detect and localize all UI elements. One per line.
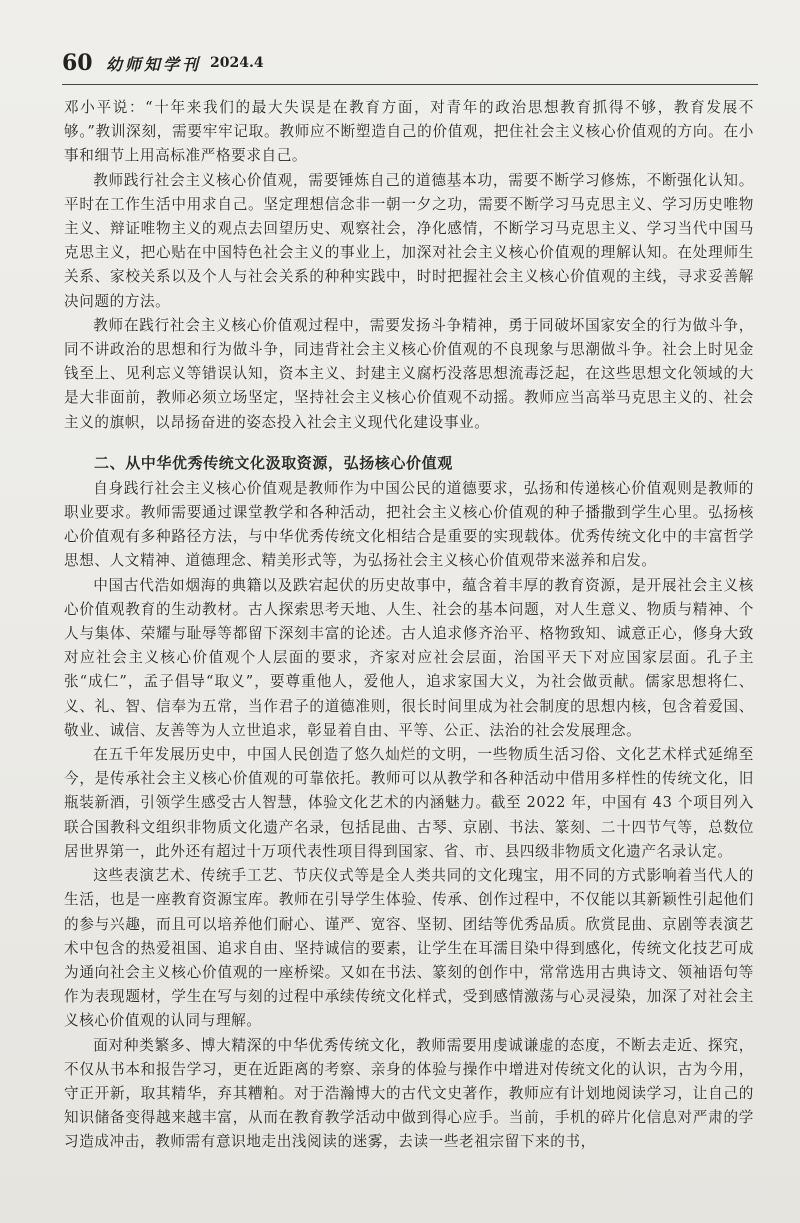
page-header	[62, 50, 760, 84]
paragraph: 教师践行社会主义核心价值观，需要锤炼自己的道德基本功，需要不断学习修炼，不断强化认知。平时在工作生活中用求自己。坚定理想信念非一朝一夕之功，需要不断学习马克思主义、学习历史唯物主义、辩证唯物主义的观点去回望历史、观察社会，净化感情，不断学习马克思主义、学习当代中国马克思主义，把心贴在中国特色社会主义的事业上，加深对社会主义核心价值观的理解认知。在处理师生关系、家校关系以及个人与社会关系的种种实践中，时时把握社会主义核心价值观的主线，寻求妥善解决问题的方法。	[64, 171, 754, 310]
paragraph: 面对种类繁多、博大精深的中华优秀传统文化，教师需要用虔诚谦虚的态度，不断去走近、探究，不仅从书本和报告学习，更在近距离的考察、亲身的体验与操作中增进对传统文化的认识，古为今用，守正开新，取其精华，弃其糟粕。对于浩瀚博大的古代文史著作，教师应有计划地阅读学习，让自己的知识储备变得越来越丰富，从而在教育教学活动中做到得心应手。当前，手机的碎片化信息对严肃的学习造成冲击，教师需有意识地走出浅阅读的迷雾，去读一些老祖宗留下来的书，	[64, 1036, 754, 1151]
issue-number: 2024.4	[210, 55, 264, 71]
header-rule	[62, 84, 758, 85]
journal-title: 幼师知学刊	[106, 55, 202, 74]
article-body	[64, 96, 754, 1155]
paragraph: 自身践行社会主义核心价值观是教师作为中国公民的道德要求，弘扬和传递核心价值观则是教师的职业要求。教师需要通过课堂教学和各种活动，把社会主义核心价值观的种子播撒到学生心里。弘扬核心价值观有多种路径方法，与中华优秀传统文化相结合是重要的实现载体。优秀传统文化中的丰富哲学思想、人文精神、道德理念、精美形式等，为弘扬社会主义核心价值观带来滋养和启发。	[64, 479, 754, 570]
paragraph: 邓小平说：“十年来我们的最大失误是在教育方面，对青年的政治思想教育抓得不够，教育发展不够。”教训深刻，需要牢牢记取。教师应不断塑造自己的价值观，把住社会主义核心价值观的方向。在小事和细节上用高标准严格要求自己。	[64, 99, 754, 165]
page-number: 60	[62, 50, 93, 76]
paragraph: 这些表演艺术、传统手工艺、节庆仪式等是全人类共同的文化瑰宝，用不同的方式影响着当代人的生活，也是一座教育资源宝库。教师在引导学生体验、传承、创作过程中，不仅能以其新颖性引起他们的参与兴趣，而且可以培养他们耐心、谨严、宽容、坚韧、团结等优秀品质。欣赏昆曲、京剧等表演艺术中包含的热爱祖国、追求自由、坚持诚信的要素，让学生在耳濡目染中得到感化，传统文化技艺可成为通向社会主义核心价值观的一座桥梁。又如在书法、篆刻的创作中，常常选用古典诗文、领袖语句等作为表现题材，学生在写与刻的过程中承续传统文化样式，受到感情激荡与心灵浸染，加深了对社会主义核心价值观的认同与理解。	[64, 867, 754, 1030]
paragraph: 在五千年发展历史中，中国人民创造了悠久灿烂的文明，一些物质生活习俗、文化艺术样式延绵至今，是传承社会主义核心价值观的可靠依托。教师可以从教学和各种活动中借用多样性的传统文化，旧瓶装新酒，引领学生感受古人智慧，体验文化艺术的内涵魅力。截至 2022 年，中国有 43 个项目列入联合国教科文组织非物质文化遗产名录，包括昆曲、古琴、京剧、书法、篆刻、二十四节气等，总数位居世界第一，此外还有超过十万项代表性项目得到国家、省、市、县四级非物质文化遗产名录认定。	[64, 746, 754, 860]
section-heading: 二、从中华优秀传统文化汲取资源，弘扬核心价值观	[94, 453, 453, 472]
paragraph: 教师在践行社会主义核心价值观过程中，需要发扬斗争精神，勇于同破坏国家安全的行为做斗争，同不讲政治的思想和行为做斗争，同违背社会主义核心价值观的不良现象与思潮做斗争。社会上时见金钱至上、见利忘义等错误认知，资本主义、封建主义腐朽没落思想流毒泛起，在这些思想文化领域的大是大非面前，教师必须立场坚定，坚持社会主义核心价值观不动摇。教师应当高举马克思主义的、社会主义的旗帜，以昂扬奋进的姿态投入社会主义现代化建设事业。	[64, 316, 754, 431]
paragraph: 中国古代浩如烟海的典籍以及跌宕起伏的历史故事中，蕴含着丰厚的教育资源，是开展社会主义核心价值观教育的生动教材。古人探索思考天地、人生、社会的基本问题，对人生意义、物质与精神、个人与集体、荣耀与耻辱等都留下深刻丰富的论述。古人追求修齐治平、格物致知、诚意正心，修身大致对应社会主义核心价值观个人层面的要求，齐家对应社会层面，治国平天下对应国家层面。孔子主张“成仁”，孟子倡导“取义”，要尊重他人，爱他人，追求家国大义，为社会做贡献。儒家思想将仁、义、礼、智、信奉为五常，当作君子的道德准则，很长时间里成为社会制度的思想内核，包含着爱国、敬业、诚信、友善等为人立世追求，彰显着自由、平等、公正、法治的社会发展理念。	[64, 576, 754, 739]
